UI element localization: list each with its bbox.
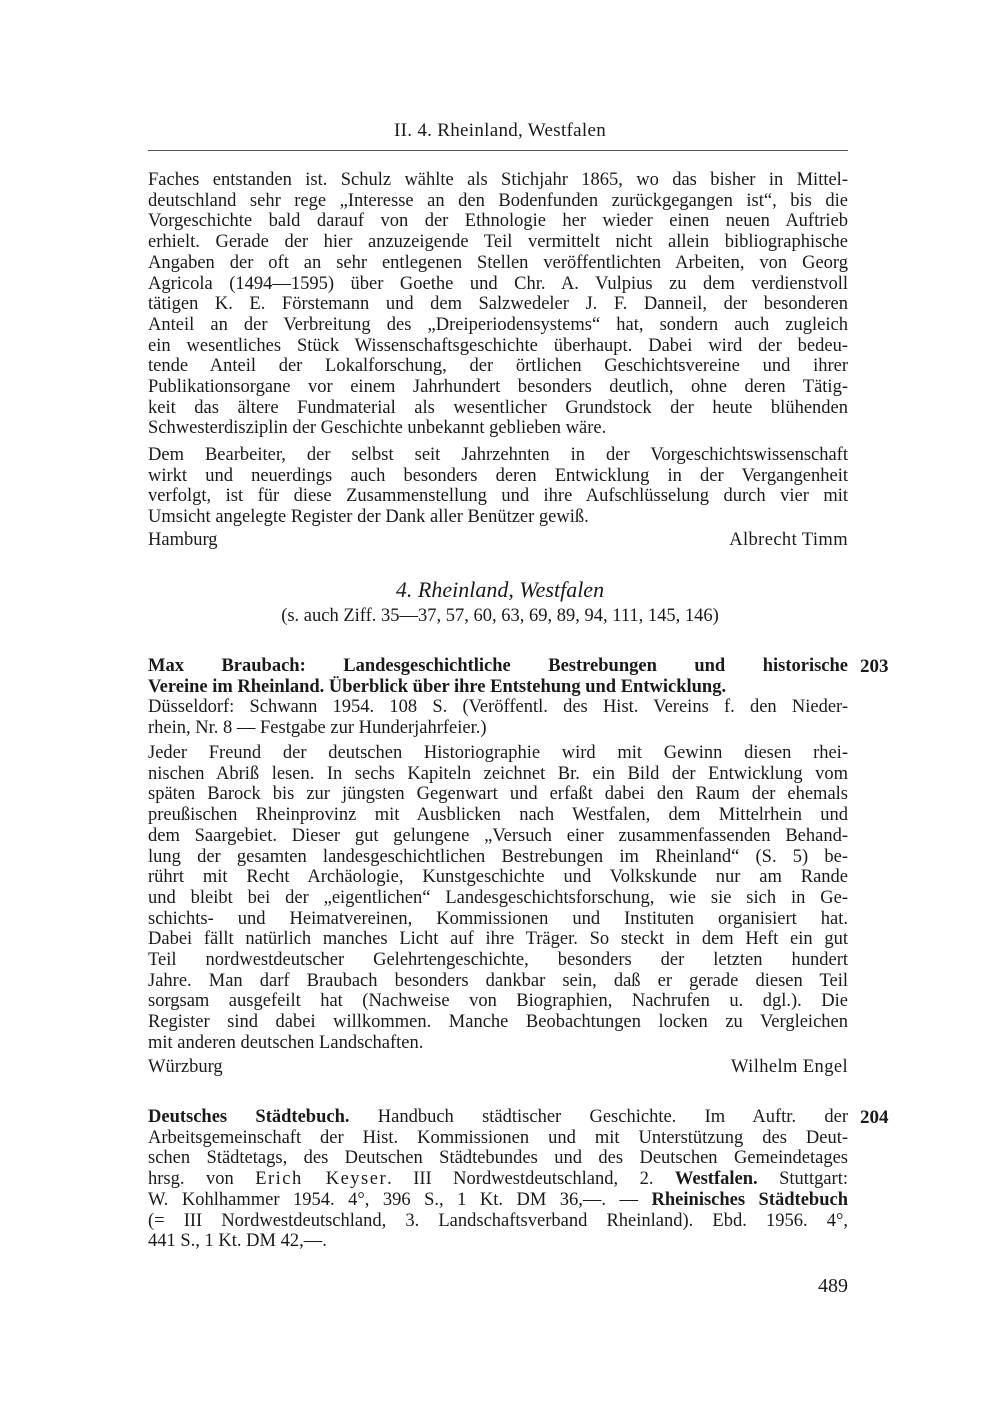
entry-text: W. Kohlhammer 1954. 4°, 396 S., 1 Kt. DM 36,—. — <box>148 1189 652 1210</box>
running-head: II. 4. Rheinland, Westfalen <box>394 120 606 141</box>
text-line: rührt mit Recht Archäologie, Kunstgeschichte und Volkskunde nur am Rande <box>148 867 848 888</box>
text-line: erhielt. Gerade der hier anzuzeigende Teil vermittelt nicht allein bibliographische <box>148 232 848 253</box>
text-line: keit das ältere Fundmaterial als wesentlicher Grundstock der heute blühenden <box>148 397 848 418</box>
entry-number: 203 <box>860 656 889 677</box>
entry-title-line: Max Braubach: Landesgeschichtliche Bestrebungen und historische <box>148 656 848 676</box>
entry-line: schen Städtetags, des Deutschen Städtebundes und des Deutschen Gemeindetages <box>148 1148 848 1169</box>
reviewer-name: Wilhelm Engel <box>731 1057 848 1077</box>
entry-title-line: Vereine im Rheinland. Überblick über ihre Entstehung und Entwicklung. <box>148 676 727 697</box>
page-number: 489 <box>818 1275 848 1297</box>
text-line: Düsseldorf: Schwann 1954. 108 S. (Veröffentl. des Hist. Vereins f. den Nieder- <box>148 697 848 718</box>
entry-text: hrsg. von <box>148 1169 256 1190</box>
text-line: preußischen Rheinprovinz mit Ausblicken nach Westfalen, dem Mittelrhein und <box>148 805 848 826</box>
text-line: Dem Bearbeiter, der selbst seit Jahrzehnten in der Vorgeschichtswissenschaft <box>148 445 848 465</box>
text-line: Vorgeschichte bald darauf von der Ethnologie her wieder einen neuen Auftrieb <box>148 211 848 232</box>
text-line: Dabei fällt natürlich manches Licht auf ihre Träger. So steckt in dem Heft ein gut <box>148 929 848 950</box>
text-line: Publikationsorgane vor einem Jahrhundert besonders deutlich, ohne deren Tätig- <box>148 377 848 398</box>
entry-line: Arbeitsgemeinschaft der Hist. Kommissionen und mit Unterstützung des Deut- <box>148 1127 848 1148</box>
review-continuation <box>148 170 848 439</box>
entry-number: 204 <box>860 1107 889 1128</box>
section-cross-reference: (s. auch Ziff. 35—37, 57, 60, 63, 69, 89, 94, 111, 145, 146) <box>281 606 719 626</box>
text-line: wirkt und neuerdings auch besonders deren Entwicklung in der Vergangenheit <box>148 465 848 486</box>
text-line: tende Anteil der Lokalforschung, der örtlichen Geschichtsvereine und ihrer <box>148 356 848 377</box>
review-place: Würzburg <box>148 1057 223 1077</box>
entry-text: . III Nordwestdeutschland, 2. <box>387 1169 675 1190</box>
text-line: und bleibt bei der „eigentlichen“ Landesgeschichtsforschung, wie sie sich in Ge- <box>148 887 848 908</box>
entry-203 <box>148 656 848 739</box>
editor-name: Erich Keyser <box>255 1169 388 1190</box>
entry-line: 441 S., 1 Kt. DM 42,—. <box>148 1231 327 1252</box>
text-line: verfolgt, ist für diese Zusammenstellung und ihre Aufschlüsselung durch vier mit <box>148 486 848 507</box>
text-line: Angaben der oft an sehr entlegenen Stellen veröffentlichten Arbeiten, von Georg <box>148 252 848 273</box>
section-title: 4. Rheinland, Westfalen <box>395 577 605 602</box>
text-line: Agricola (1494—1595) über Goethe und Chr. A. Vulpius zu dem verdienstvoll <box>148 273 848 294</box>
entry-line <box>148 1190 848 1211</box>
text-line: nischen Abriß lesen. In sechs Kapiteln zeichnet Br. ein Bild der Entwicklung vom <box>148 763 848 784</box>
text-line: rhein, Nr. 8 — Festgabe zur Hunderjahrfeier.) <box>148 718 487 739</box>
volume-title: Westfalen. <box>674 1169 758 1190</box>
entry-204 <box>148 1107 848 1252</box>
text-line: späten Barock bis zur jüngsten Gegenwart und erfaßt dabei den Raum der ehemals <box>148 784 848 805</box>
text-line: ein wesentliches Stück Wissenschaftsgeschichte überhaupt. Dabei wird der bedeu- <box>148 335 848 356</box>
review-closing-paragraph <box>148 445 848 528</box>
entry-line <box>148 1169 848 1190</box>
review-place: Hamburg <box>148 530 218 550</box>
reviewer-name: Albrecht Timm <box>729 530 848 550</box>
text-line: Register sind dabei willkommen. Manche Beobachtungen locken zu Vergleichen <box>148 1012 848 1033</box>
entry-line: (= III Nordwestdeutschland, 3. Landschaftsverband Rheinland). Ebd. 1956. 4°, <box>148 1210 848 1231</box>
entry-line <box>148 1107 848 1128</box>
entry-title: Deutsches Städtebuch. <box>148 1107 350 1127</box>
entry-bibliography <box>148 697 848 738</box>
text-line: mit anderen deutschen Landschaften. <box>148 1032 424 1053</box>
entry-text: Stuttgart: <box>757 1169 848 1190</box>
text-line: Faches entstanden ist. Schulz wählte als Stichjahr 1865, wo das bisher in Mittel- <box>148 170 848 190</box>
text-line: tätigen K. E. Förstemann und dem Salzwedeler J. F. Danneil, der besonderen <box>148 294 848 315</box>
text-line: schichts- und Heimatvereinen, Kommissionen und Instituten organisiert hat. <box>148 908 848 929</box>
text-line: sorgsam ausgefeilt hat (Nachweise von Biographien, Nachrufen u. dgl.). Die <box>148 991 848 1012</box>
text-line: Jeder Freund der deutschen Historiographie wird mit Gewinn diesen rhei- <box>148 743 848 763</box>
text-line: deutschland sehr rege „Interesse an den Bodenfunden zurückgegangen ist“, bis die <box>148 190 848 211</box>
text-line: dem Saargebiet. Dieser gut gelungene „Versuch einer zusammenfassenden Behand- <box>148 825 848 846</box>
volume-title: Rheinisches Städtebuch <box>651 1189 848 1210</box>
text-line: Umsicht angelegte Register der Dank aller Benützer gewiß. <box>148 507 589 528</box>
text-line: lung der gesamten landesgeschichtlichen Bestrebungen im Rheinland“ (S. 5) be- <box>148 846 848 867</box>
text-line: Anteil an der Verbreitung des „Dreiperiodensystems“ hat, sondern auch zugleich <box>148 314 848 335</box>
text-line: Teil nordwestdeutscher Gelehrtengeschichte, besonders der letzten hundert <box>148 950 848 971</box>
entry-203-review <box>148 743 848 1054</box>
entry-text: Handbuch städtischer Geschichte. Im Auftr. der <box>349 1107 848 1127</box>
header-rule <box>148 150 848 151</box>
text-line: Jahre. Man darf Braubach besonders dankbar sein, daß er gerade diesen Teil <box>148 970 848 991</box>
text-line: Schwesterdisziplin der Geschichte unbekannt geblieben wäre. <box>148 418 607 439</box>
